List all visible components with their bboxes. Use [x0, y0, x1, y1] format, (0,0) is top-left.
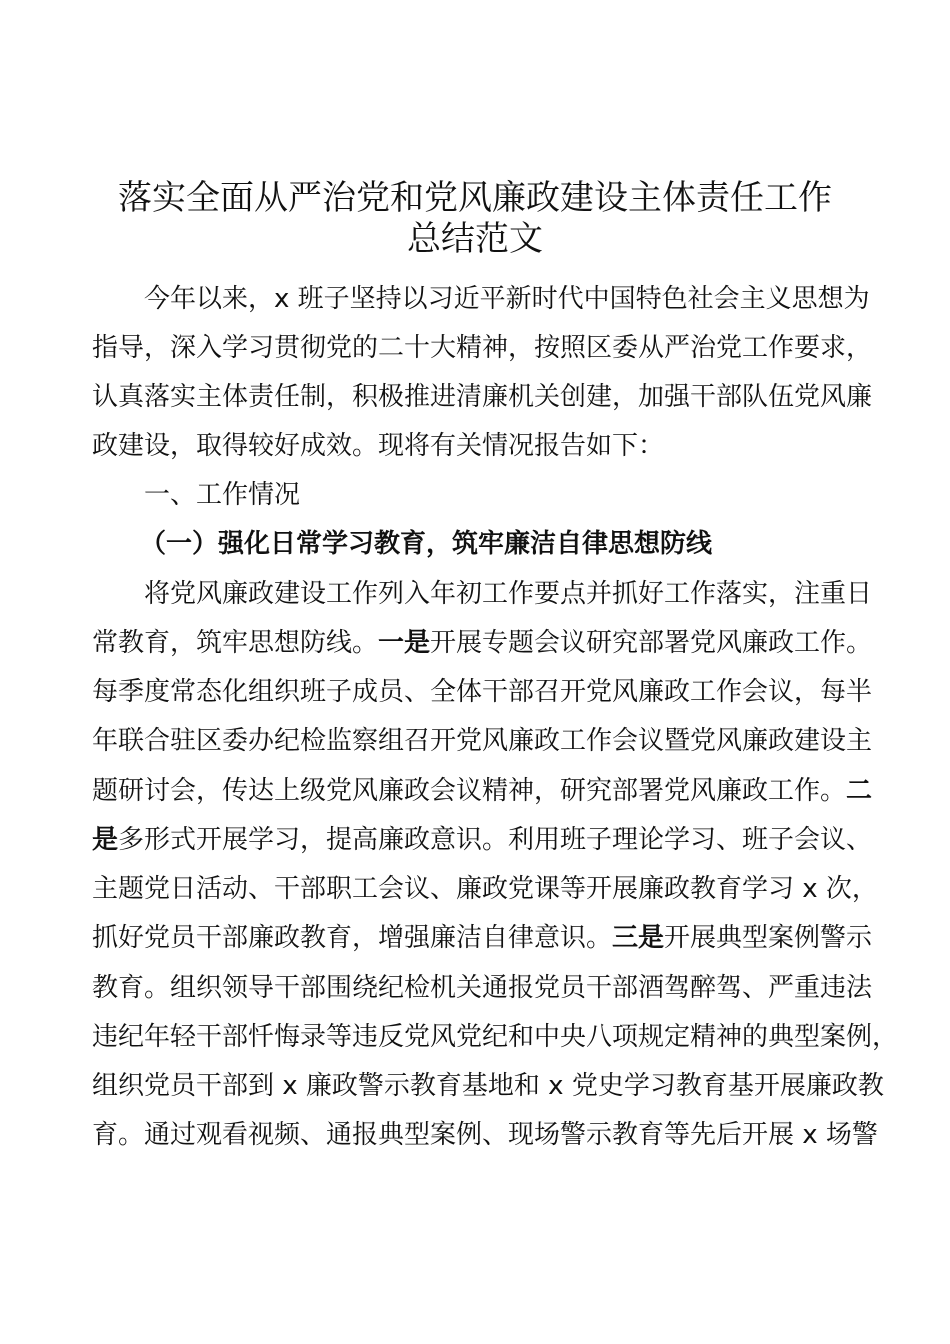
body-text: 常教育，筑牢思想防线。	[92, 628, 379, 658]
body-line-1: 将党风廉政建设工作列入年初工作要点并抓好工作落实，注重日	[144, 579, 873, 609]
intro-line-1: 今年以来，x 班子坚持以习近平新时代中国特色社会主义思想为	[144, 284, 870, 314]
bold-marker-second-part1: 二	[846, 776, 873, 806]
body-line-8	[92, 922, 872, 954]
body-line-9: 教育。组织领导干部围绕纪检机关通报党员干部酒驾醉驾、严重违法	[92, 973, 873, 1003]
body-line-3: 每季度常态化组织班子成员、全体干部召开党风廉政工作会议，每半	[92, 677, 873, 707]
body-text: 抓好党员干部廉政教育，增强廉洁自律意识。	[92, 923, 613, 953]
document-title-line-1: 落实全面从严治党和党风廉政建设主体责任工作	[118, 178, 832, 218]
body-line-5	[92, 775, 872, 807]
bold-marker-third: 三是	[612, 923, 665, 953]
body-text: 题研讨会，传达上级党风廉政会议精神，研究部署党风廉政工作。	[92, 776, 847, 806]
intro-line-3: 认真落实主体责任制，积极推进清廉机关创建，加强干部队伍党风廉	[92, 382, 873, 412]
subsection-heading: （一）强化日常学习教育，筑牢廉洁自律思想防线	[140, 529, 713, 559]
body-line-11: 组织党员干部到 x 廉政警示教育基地和 x 党史学习教育基开展廉政教	[92, 1071, 884, 1101]
body-line-10: 违纪年轻干部忏悔录等违反党风党纪和中央八项规定精神的典型案例，	[92, 1022, 899, 1052]
intro-line-2: 指导，深入学习贯彻党的二十大精神，按照区委从严治党工作要求，	[92, 333, 873, 363]
body-line-7: 主题党日活动、干部职工会议、廉政党课等开展廉政教育学习 x 次，	[92, 874, 878, 904]
intro-line-4: 政建设，取得较好成效。现将有关情况报告如下：	[92, 431, 665, 461]
body-line-12: 育。通过观看视频、通报典型案例、现场警示教育等先后开展 x 场警	[92, 1120, 878, 1150]
body-text: 开展典型案例警示	[664, 923, 873, 953]
body-line-4: 年联合驻区委办纪检监察组召开党风廉政工作会议暨党风廉政建设主	[92, 726, 873, 756]
bold-marker-second-part2: 是	[92, 825, 119, 855]
section-heading: 一、工作情况	[144, 480, 301, 510]
body-text: 开展专题会议研究部署党风廉政工作。	[430, 628, 873, 658]
body-line-2	[92, 627, 872, 659]
body-text: 多形式开展学习，提高廉政意识。利用班子理论学习、班子会议、	[118, 825, 873, 855]
document-title-line-2: 总结范文	[407, 219, 543, 259]
bold-marker-first: 一是	[378, 628, 431, 658]
body-line-6	[92, 824, 872, 856]
